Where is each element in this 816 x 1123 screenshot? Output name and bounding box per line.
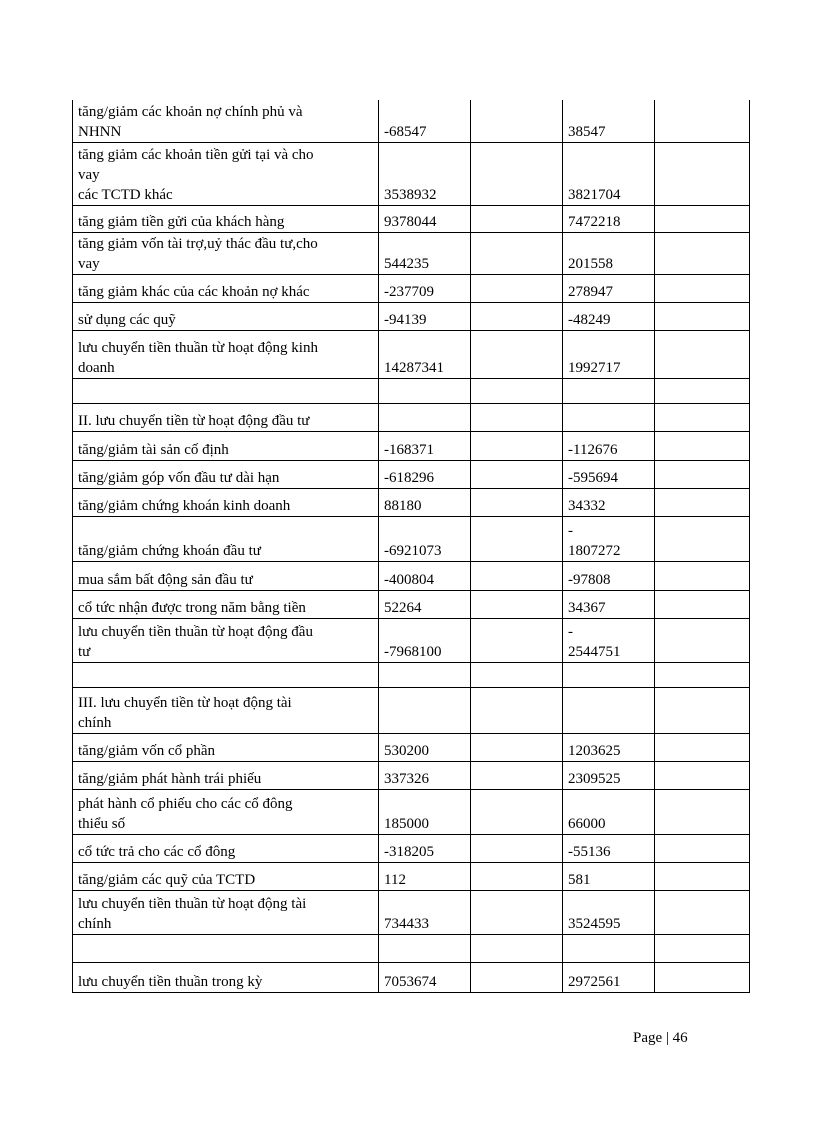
row-label-cell: [73, 274, 379, 302]
row-value: - 2544751: [568, 623, 621, 660]
table-row: [73, 561, 750, 590]
value-cell-1: [379, 460, 471, 488]
value-cell-3: [563, 561, 655, 590]
value-cell-4: [655, 232, 750, 274]
row-value: 66000: [568, 815, 606, 832]
value-cell-3: [563, 274, 655, 302]
table-row: [73, 761, 750, 789]
table-row: [73, 934, 750, 962]
value-cell-4: [655, 378, 750, 403]
row-value: 3538932: [384, 186, 437, 203]
table-row: [73, 142, 750, 205]
row-value: -400804: [384, 571, 434, 588]
table-row: [73, 488, 750, 516]
value-cell-2: [471, 761, 563, 789]
value-cell-2: [471, 590, 563, 618]
row-value: - 1807272: [568, 522, 621, 559]
row-label-cell: [73, 142, 379, 205]
value-cell-2: [471, 488, 563, 516]
row-value: -48249: [568, 311, 611, 328]
value-cell-1: [379, 274, 471, 302]
value-cell-4: [655, 618, 750, 662]
value-cell-2: [471, 330, 563, 378]
row-label: cổ tức trả cho các cổ đông: [78, 843, 236, 860]
table-row: [73, 232, 750, 274]
row-label-cell: [73, 205, 379, 232]
row-value: -7968100: [384, 643, 442, 660]
row-value: -112676: [568, 441, 618, 458]
row-label-cell: [73, 561, 379, 590]
row-value: 1992717: [568, 359, 621, 376]
row-label-cell: [73, 302, 379, 330]
row-value: 2972561: [568, 973, 621, 990]
row-label-cell: [73, 488, 379, 516]
value-cell-4: [655, 431, 750, 460]
row-label-cell: [73, 934, 379, 962]
value-cell-1: [379, 890, 471, 934]
value-cell-3: [563, 100, 655, 142]
page-number: Page | 46: [633, 1030, 688, 1046]
value-cell-2: [471, 100, 563, 142]
value-cell-1: [379, 516, 471, 561]
row-label-cell: [73, 403, 379, 431]
row-value: 530200: [384, 742, 429, 759]
value-cell-3: [563, 761, 655, 789]
row-value: -318205: [384, 843, 434, 860]
value-cell-3: [563, 662, 655, 687]
table-row: [73, 789, 750, 834]
row-label: tăng/giảm phát hành trái phiếu: [78, 770, 262, 787]
value-cell-1: [379, 862, 471, 890]
value-cell-4: [655, 330, 750, 378]
value-cell-1: [379, 561, 471, 590]
table-row: [73, 100, 750, 142]
row-label-cell: [73, 962, 379, 992]
value-cell-4: [655, 142, 750, 205]
row-value: -595694: [568, 469, 618, 486]
row-label-cell: [73, 232, 379, 274]
row-label-cell: [73, 662, 379, 687]
value-cell-3: [563, 488, 655, 516]
row-label-cell: [73, 516, 379, 561]
value-cell-1: [379, 142, 471, 205]
row-label-cell: [73, 862, 379, 890]
row-label: tăng giảm vốn tài trợ,uỷ thác đầu tư,cho vay: [78, 235, 318, 272]
value-cell-1: [379, 100, 471, 142]
value-cell-1: [379, 205, 471, 232]
row-label-cell: [73, 330, 379, 378]
value-cell-3: [563, 378, 655, 403]
row-value: 112: [384, 871, 406, 888]
value-cell-1: [379, 330, 471, 378]
value-cell-2: [471, 687, 563, 733]
value-cell-3: [563, 205, 655, 232]
value-cell-1: [379, 789, 471, 834]
value-cell-1: [379, 403, 471, 431]
row-value: 581: [568, 871, 591, 888]
value-cell-1: [379, 378, 471, 403]
value-cell-2: [471, 834, 563, 862]
value-cell-2: [471, 274, 563, 302]
row-label-cell: [73, 460, 379, 488]
row-value: 2309525: [568, 770, 621, 787]
value-cell-2: [471, 232, 563, 274]
row-value: 3524595: [568, 915, 621, 932]
row-value: 38547: [568, 123, 606, 140]
row-label-cell: [73, 761, 379, 789]
table-body: [73, 100, 750, 992]
table-row: [73, 662, 750, 687]
value-cell-1: [379, 232, 471, 274]
value-cell-4: [655, 962, 750, 992]
value-cell-1: [379, 733, 471, 761]
row-value: 337326: [384, 770, 429, 787]
value-cell-3: [563, 962, 655, 992]
value-cell-3: [563, 431, 655, 460]
row-label-cell: [73, 789, 379, 834]
table-row: [73, 590, 750, 618]
row-label: lưu chuyển tiền thuần từ hoạt động kinh doanh: [78, 339, 318, 376]
row-label-cell: [73, 590, 379, 618]
table-row: [73, 834, 750, 862]
table-row: [73, 862, 750, 890]
table-row: [73, 618, 750, 662]
row-label-cell: [73, 687, 379, 733]
row-label: tăng/giảm vốn cổ phần: [78, 742, 216, 759]
value-cell-2: [471, 618, 563, 662]
value-cell-4: [655, 516, 750, 561]
row-value: 1203625: [568, 742, 621, 759]
row-label: tăng/giảm tài sản cố định: [78, 441, 229, 458]
value-cell-4: [655, 100, 750, 142]
value-cell-4: [655, 834, 750, 862]
value-cell-3: [563, 590, 655, 618]
value-cell-2: [471, 142, 563, 205]
table-row: [73, 274, 750, 302]
value-cell-3: [563, 834, 655, 862]
row-label: tăng/giảm chứng khoán kinh doanh: [78, 497, 291, 514]
value-cell-1: [379, 687, 471, 733]
row-label: tăng/giảm các quỹ của TCTD: [78, 871, 256, 888]
value-cell-4: [655, 687, 750, 733]
value-cell-3: [563, 302, 655, 330]
value-cell-3: [563, 516, 655, 561]
value-cell-3: [563, 460, 655, 488]
table-row: [73, 302, 750, 330]
row-label: tăng/giảm chứng khoán đầu tư: [78, 542, 261, 559]
row-value: 34332: [568, 497, 606, 514]
table-row: [73, 687, 750, 733]
row-value: 734433: [384, 915, 429, 932]
row-label-cell: [73, 834, 379, 862]
row-value: -6921073: [384, 542, 442, 559]
row-label: tăng/giảm góp vốn đầu tư dài hạn: [78, 469, 280, 486]
row-label: tăng giảm các khoản tiền gửi tại và cho vay các TCTD khác: [78, 146, 314, 203]
value-cell-4: [655, 460, 750, 488]
value-cell-1: [379, 962, 471, 992]
table-row: [73, 460, 750, 488]
table-row: [73, 516, 750, 561]
row-label: III. lưu chuyển tiền từ hoạt động tài chính: [78, 694, 292, 731]
value-cell-3: [563, 330, 655, 378]
row-label: cổ tức nhận được trong năm bằng tiền: [78, 599, 306, 616]
row-label-cell: [73, 431, 379, 460]
value-cell-3: [563, 789, 655, 834]
row-label: lưu chuyển tiền thuần từ hoạt động tài chính: [78, 895, 307, 932]
table-row: [73, 403, 750, 431]
row-value: -55136: [568, 843, 611, 860]
row-value: 88180: [384, 497, 422, 514]
value-cell-4: [655, 761, 750, 789]
table-row: [73, 733, 750, 761]
row-label-cell: [73, 378, 379, 403]
row-label: tăng/giảm các khoản nợ chính phủ và NHNN: [78, 103, 303, 140]
table-row: [73, 378, 750, 403]
row-label-cell: [73, 733, 379, 761]
value-cell-2: [471, 516, 563, 561]
value-cell-4: [655, 488, 750, 516]
row-value: 185000: [384, 815, 429, 832]
value-cell-1: [379, 934, 471, 962]
row-label: lưu chuyển tiền thuần trong kỳ: [78, 973, 263, 990]
value-cell-2: [471, 962, 563, 992]
value-cell-4: [655, 561, 750, 590]
row-value: 34367: [568, 599, 606, 616]
row-value: 3821704: [568, 186, 621, 203]
table-row: [73, 431, 750, 460]
value-cell-4: [655, 302, 750, 330]
value-cell-1: [379, 590, 471, 618]
value-cell-2: [471, 862, 563, 890]
row-value: -68547: [384, 123, 427, 140]
table-row: [73, 205, 750, 232]
value-cell-4: [655, 590, 750, 618]
value-cell-1: [379, 834, 471, 862]
value-cell-1: [379, 761, 471, 789]
row-value: -237709: [384, 283, 434, 300]
table-row: [73, 330, 750, 378]
value-cell-2: [471, 934, 563, 962]
row-label: tăng giảm khác của các khoản nợ khác: [78, 283, 310, 300]
value-cell-1: [379, 662, 471, 687]
value-cell-3: [563, 733, 655, 761]
value-cell-2: [471, 890, 563, 934]
value-cell-1: [379, 488, 471, 516]
row-value: 52264: [384, 599, 422, 616]
value-cell-2: [471, 403, 563, 431]
value-cell-3: [563, 618, 655, 662]
row-label: II. lưu chuyển tiền từ hoạt động đầu tư: [78, 412, 310, 429]
row-label-cell: [73, 100, 379, 142]
value-cell-2: [471, 431, 563, 460]
value-cell-1: [379, 431, 471, 460]
value-cell-3: [563, 687, 655, 733]
row-label: lưu chuyển tiền thuần từ hoạt động đầu tư: [78, 623, 313, 660]
value-cell-4: [655, 890, 750, 934]
value-cell-3: [563, 934, 655, 962]
row-value: 9378044: [384, 213, 437, 230]
table-row: [73, 962, 750, 992]
cash-flow-table: [72, 100, 750, 993]
row-label-cell: [73, 890, 379, 934]
value-cell-2: [471, 662, 563, 687]
value-cell-2: [471, 205, 563, 232]
value-cell-4: [655, 274, 750, 302]
value-cell-3: [563, 142, 655, 205]
value-cell-3: [563, 232, 655, 274]
value-cell-2: [471, 302, 563, 330]
row-value: 7053674: [384, 973, 437, 990]
row-label: sử dụng các quỹ: [78, 311, 176, 328]
row-value: 14287341: [384, 359, 444, 376]
row-value: 544235: [384, 255, 429, 272]
row-value: -618296: [384, 469, 434, 486]
row-value: 201558: [568, 255, 613, 272]
value-cell-4: [655, 862, 750, 890]
row-label: tăng giảm tiền gửi của khách hàng: [78, 213, 285, 230]
value-cell-4: [655, 733, 750, 761]
value-cell-1: [379, 302, 471, 330]
row-value: -97808: [568, 571, 611, 588]
value-cell-4: [655, 403, 750, 431]
value-cell-2: [471, 378, 563, 403]
value-cell-1: [379, 618, 471, 662]
row-label: phát hành cổ phiếu cho các cổ đông thiểu số: [78, 795, 293, 832]
value-cell-4: [655, 934, 750, 962]
value-cell-3: [563, 890, 655, 934]
table-row: [73, 890, 750, 934]
value-cell-3: [563, 403, 655, 431]
value-cell-4: [655, 205, 750, 232]
value-cell-2: [471, 733, 563, 761]
value-cell-2: [471, 460, 563, 488]
value-cell-4: [655, 789, 750, 834]
row-value: -168371: [384, 441, 434, 458]
value-cell-2: [471, 789, 563, 834]
row-label-cell: [73, 618, 379, 662]
row-value: -94139: [384, 311, 427, 328]
value-cell-2: [471, 561, 563, 590]
row-label: mua sắm bất động sản đầu tư: [78, 571, 253, 588]
row-value: 278947: [568, 283, 613, 300]
value-cell-3: [563, 862, 655, 890]
value-cell-4: [655, 662, 750, 687]
row-value: 7472218: [568, 213, 621, 230]
